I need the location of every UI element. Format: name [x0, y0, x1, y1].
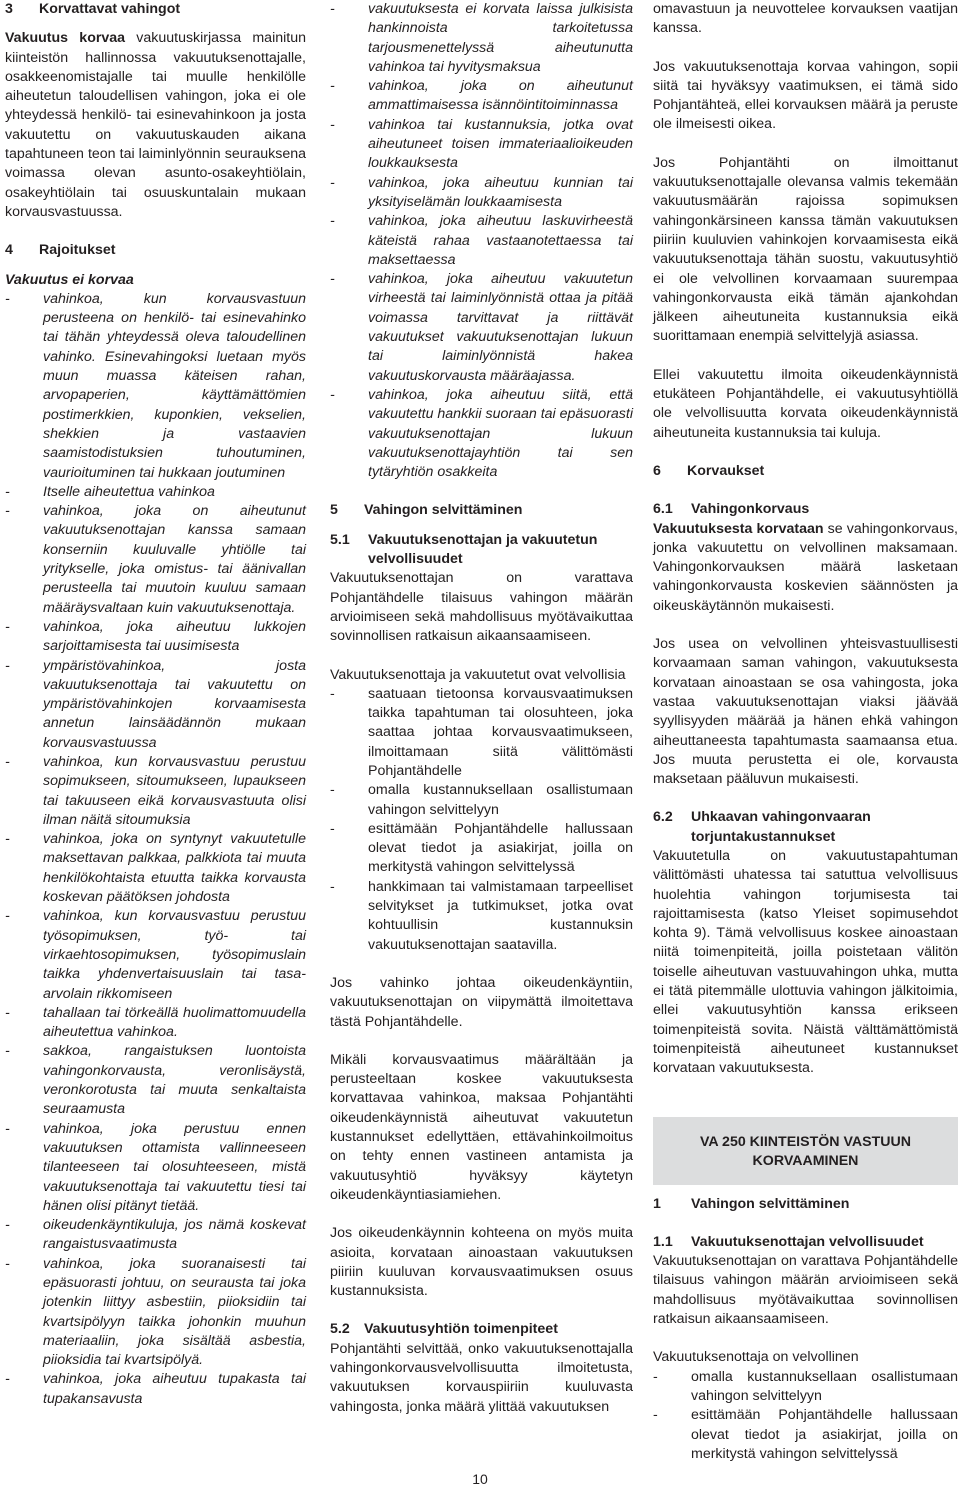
paragraph: Ellei vakuutettu ilmoita oikeudenkäynnistä etukäteen Pohjantähdelle, ei vakuutusyhtiöllä ole velvollisuutta korvata oikeudenkäynnistä aiheutuneita kustannuksia tai kuluja.: [653, 366, 958, 441]
list-item: - tahallaan tai törkeällä huolimattomuudella aiheutettua vahinkoa.: [5, 1004, 306, 1043]
paragraph: Jos vakuutuksenottaja korvaa vahingon, sopii siitä tai hyväksyy vaatimuksen, ei tämä sido Pohjantähteä, ellei korvauksen määrä ja peruste ole ilmeisesti oikea.: [653, 58, 958, 133]
list-item: - ympäristövahinkoa, josta vakuutuksenottaja tai vakuutettu on ympäristövahinkojen korvaamisesta annetun lainsäädännön mukaan korvausvastuussa: [5, 657, 306, 753]
section-3-heading: 3 Korvattavat vahingot: [5, 1, 181, 17]
list-item: - vahinkoa, joka aiheutuu siitä, että vakuutettu hankkii suoraan tai epäsuorasti vakuutuksenottajan lukuun vakuutuksenottajayhtiön tai sen tytäryhtiön osakkeita: [330, 386, 633, 482]
section-5-1-heading: 5.1 Vakuutuksenottajan ja vakuutetun velvollisuudet: [330, 531, 598, 568]
paragraph: Vakuutuksenottaja ja vakuutetut ovat velvollisia: [330, 666, 626, 683]
list-item: - vahinkoa tai kustannuksia, jotka ovat aiheutuneet toisen immateriaalioikeuden loukkauksesta: [330, 116, 633, 174]
page-number: 10: [472, 1471, 488, 1487]
list-item: - esittämään Pohjantähdelle hallussaan olevat tiedot ja asiakirjat, joilla on merkitystä vahingon selvittelyssä: [330, 820, 633, 878]
section-6-2-heading: 6.2 Uhkaavan vahingonvaaran torjuntakustannukset: [653, 809, 871, 845]
paragraph: Jos vahinko johtaa oikeudenkäyntiin, vakuutuksenottajan on viipymättä ilmoitettava tästä Pohjantähdelle.: [330, 974, 633, 1030]
list-item: - omalla kustannuksellaan osallistumaan vahingon selvittelyyn: [653, 1368, 958, 1407]
paragraph: Jos usea on velvollinen yhteisvastuullisesti korvaamaan saman vahingon, vakuutuksesta korvataan ainoastaan se osa vahingosta, joka vastaa vakuutuksenottajan viaksi jäävää syyllisyyden määrää ja hänen ehkä vahingon aiheuttaneesta tapahtumasta saamaansa etua. Jos muuta perustetta ei ole, korvausta maksetaan pääluvun mukaisesti.: [653, 636, 958, 788]
column-1: [5, 0, 306, 1409]
list-item: - vahinkoa, joka perustuu ennen vakuutuksen ottamista vallinneeseen tilanteeseen tai olosuhteeseen, mistä vakuutuksenottaja tai vakuutettu tiesi tai hänen olisi pitänyt tietää.: [5, 1120, 306, 1216]
obligations-list: [653, 1368, 958, 1464]
list-item: - vahinkoa, kun korvausvastuu perustuu työsopimuksen, työ- tai virkaehtosopimuksen, työsopimuslain taikka yhdenvertaisuuslain tai tasa-arvolain rikkomiseen: [5, 907, 306, 1003]
paragraph: Vakuutuksesta korvataan se vahingonkorvaus, jonka vakuutettu on velvollinen maksamaan. Vahingonkorvauksen määrä lasketaan vahingonkorvausta koskevien säännösten ja oikeuskäytännön mukaisesti.: [653, 520, 958, 614]
list-item: - vahinkoa, joka on syntynyt vakuutetulle maksettavan palkkaa, palkkiota tai muuta henkilökohtaista etuutta taikka korvausta koskevan päätöksen johdosta: [5, 830, 306, 907]
list-item: - vahinkoa, joka on aiheutunut ammattimaisessa isännöintitoiminnassa: [330, 77, 633, 116]
list-item: - saatuaan tietoonsa korvausvaatimuksen taikka tapahtuman tai olosuhteen, joka saattaa johtaa korvausvaatimukseen, ilmoittamaan siitä välittömästi Pohjantähdelle: [330, 685, 633, 781]
section-4-heading: 4 Rajoitukset: [5, 242, 116, 259]
section-1-heading: 1 Vahingon selvittäminen: [653, 1195, 850, 1212]
list-item: - vahinkoa, joka aiheutuu laskuvirheestä käteistä rahaa vastaanotettaessa tai maksettaessa: [330, 212, 633, 270]
list-item: - esittämään Pohjantähdelle hallussaan olevat tiedot ja asiakirjat, joilla on merkitystä vahingon selvittelyssä: [653, 1406, 958, 1464]
exclusions-list: [5, 290, 306, 1409]
list-item: - vahinkoa, joka aiheutuu tupakasta tai tupakansavusta: [5, 1370, 306, 1409]
list-item: - vakuutuksesta ei korvata laissa julkisista hankinnoista tarkoitetussa tarjousmenettelyssä aiheutunutta vahinkoa tai hyvitysmaksua: [330, 0, 633, 77]
list-item: - vahinkoa, joka aiheutuu kunnian tai yksityiselämän loukkaamisesta: [330, 174, 633, 213]
obligations-list: [330, 685, 633, 955]
paragraph: Vakuutuksenottajan on varattava Pohjantähdelle tilaisuus vahingon määrän arvioimiseen sekä mahdollisuus myötävaikuttaa sovinnollisen ratkaisun aikaansaamiseen.: [653, 1253, 958, 1328]
list-item: - vahinkoa, joka aiheutuu lukkojen sarjoittamisesta tai uusimisesta: [5, 618, 306, 657]
column-2: [330, 0, 633, 1417]
list-item: - hankkimaan tai valmistamaan tarpeelliset selvitykset ja tutkimukset, jotka ovat kohtuullisin kustannuksin vakuutuksenottajan saatavilla.: [330, 878, 633, 955]
list-item: - vahinkoa, joka suoranaisesti tai epäsuorasti johtuu, on seurausta tai joka jotenkin liittyy asbestiin, piioksidiin tai kvartsipölyyn taikka johonkin muuhun materiaaliin, joka sisältää asbestia, piioksidia tai kvartsipölyä.: [5, 1255, 306, 1371]
paragraph: Vakuutetulla on vakuutustapahtuman välittömästi uhatessa tai satuttua velvollisuus huolehtia vahingon torjumisesta tai rajoittamisesta (katso Yleiset sopimusehdot kohta 9). Tämä velvollisuus koskee ainoastaan niitä toimenpiteitä, joilla poistetaan välitön toiselle aiheutuvan vastuuvahingon uhka, mutta ei tätä pitemmälle ulottuvia vahingon jälkitoimia, ellei vakuutusyhtiön kanssa erikseen toimenpiteistä sovita. Näistä välttämättömistä toimenpiteistä aiheutuneet kustannukset korvataan vakuutuksesta.: [653, 847, 958, 1077]
section-1-1-heading: 1.1 Vakuutuksenottajan velvollisuudet: [653, 1233, 924, 1250]
list-item: - vahinkoa, joka aiheutuu vakuutetun virheestä tai laiminlyönnistä ottaa ja pitää voimassa tarvittavat ja riittävät vakuutukset vakuutuksenottajan lukuun tai laiminlyönnistä hakea vakuutuskorvausta määräajassa.: [330, 270, 633, 386]
paragraph: Pohjantähti selvittää, onko vakuutuksenottajalla vahingonkorvausvelvollisuutta ilmoitetusta, vakuutuksen korvauspiiriin kuuluvasta vahingosta, jonka määrä ylittää vakuutuksen: [330, 1340, 633, 1415]
paragraph: omavastuun ja neuvottelee korvauksen vaatijan kanssa.: [653, 1, 958, 37]
list-item: - omalla kustannuksellaan osallistumaan vahingon selvittelyyn: [330, 781, 633, 820]
list-item: - vahinkoa, kun korvausvastuun perusteena on henkilö- tai esinevahinko tai tähän yhteydessä oleva taloudellinen vahinko. Esinevahingoksi luetaan myös muun muassa käteisen rahan, arvopaperien, käyttämättömien postimerkkien, kuponkien, vekselien, shekkien ja vastaavien saamistodistuksien tuhoutuminen, vaurioituminen tai hukkaan joutuminen: [5, 290, 306, 483]
exclusions-list-continued: [330, 0, 633, 482]
section-5-heading: 5 Vahingon selvittäminen: [330, 502, 523, 519]
paragraph: Jos Pohjantähti on ilmoittanut vakuutuksenottajalle olevansa valmis tekemään vakuutusmäärän rajoissa sopimuksen vahingonkärsineen kanssa tämän vakuutuksen piiriin kuuluvien vahinkojen korvaamisesta eikä vakuutuksenottaja tähän suostu, vakuutusyhtiö ei ole velvollinen korvaamaan suurempaa vahingonkorvausta eikä tämän ajankohdan jälkeen aiheutuneita kustannuksia eikä suorittamaan enempiä selvittelyjä asiassa.: [653, 154, 958, 345]
section-banner: VA 250 KIINTEISTÖN VASTUUN KORVAAMINEN: [653, 1117, 958, 1185]
section-6-heading: 6 Korvaukset: [653, 462, 765, 479]
list-item: - vahinkoa, joka on aiheutunut vakuutuksenottajan kanssa samaan konserniin kuuluvalle yhtiölle tai yritykselle, joka omistus- tai äänivallan perusteella tai muutoin kuuluu samaan määräysvaltaan kuin vakuutuksenottaja.: [5, 502, 306, 618]
paragraph: Vakuutuksenottajan on varattava Pohjantähdelle tilaisuus vahingon määrän arvioimiseen sekä mahdollisuus myötävaikuttaa sovinnollisen ratkaisun aikaansaamiseen.: [330, 570, 633, 645]
section-4-subheading: Vakuutus ei korvaa: [5, 271, 134, 288]
section-6-1-heading: 6.1 Vahingonkorvaus: [653, 501, 810, 518]
list-item: - oikeudenkäyntikuluja, jos nämä koskevat rangaistusvaatimusta: [5, 1216, 306, 1255]
list-item: - sakkoa, rangaistuksen luontoista vahingonkorvausta, veronlisäystä, veronkorotusta tai muuta senkaltaista seuraamusta: [5, 1042, 306, 1119]
column-3: [653, 0, 958, 1464]
paragraph: Jos oikeudenkäynnin kohteena on myös muita asioita, korvataan ainoastaan vakuutuksen piiriin kuuluvan korvausvaatimuksen osuus kustannuksista.: [330, 1225, 633, 1300]
paragraph: Mikäli korvausvaatimus määrältään ja perusteeltaan koskee vakuutuksesta korvattavaa vahinkoa, maksaa Pohjantähti oikeudenkäynnistä aiheutuvat vakuutetun kustannukset edellyttäen, ettävahinkoilmoitus on tehty ennen vastineen antamista ja vakuutusyhtiö hyväksyy käytetyn oikeudenkäyntiasiamiehen.: [330, 1051, 633, 1203]
list-item: - Itselle aiheutettua vahinkoa: [5, 483, 306, 502]
paragraph: Vakuutuksenottaja on velvollinen: [653, 1349, 859, 1366]
section-5-2-heading: 5.2 Vakuutusyhtiön toimenpiteet: [330, 1321, 558, 1338]
section-3-text: Vakuutus korvaa vakuutuskirjassa mainitun kiinteistön hallinnossa vakuutuksenottajalle, osakkeenomistajalle tai muulle henkilölle aiheutetun taloudellisen vahingon, joka ei ole yhteydessä henkilö- tai esinevahinkoon ja josta vakuutettu on vakuutuskauden aikana tapahtuneen teon tai laiminlyönnin seurauksena voimassa olevan asunto-osakeyhtiölain, osakeyhtiölain tai osuuskuntalain mukaan korvausvastuussa.: [5, 30, 306, 220]
list-item: - vahinkoa, kun korvausvastuu perustuu sopimukseen, sitoumukseen, lupaukseen tai takuuseen eikä korvausvastuuta olisi ilman näitä sitoumuksia: [5, 753, 306, 830]
